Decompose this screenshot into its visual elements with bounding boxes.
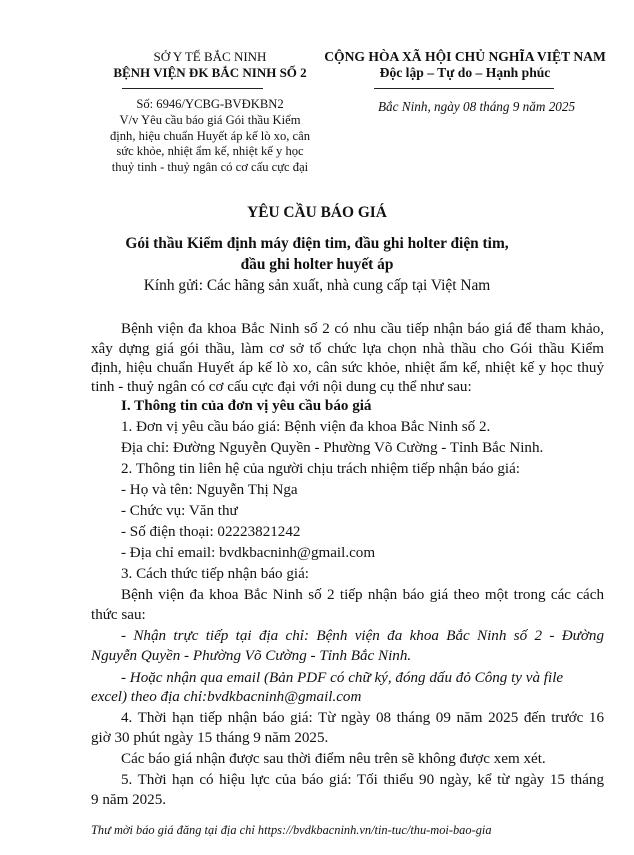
subject-line: định, hiệu chuẩn Huyết áp kế lò xo, cân (109, 128, 311, 143)
receipt-method-heading: 3. Cách thức tiếp nhận báo giá: (121, 566, 309, 582)
methods-intro-line: Bệnh viện đa khoa Bắc Ninh số 2 tiếp nhận báo giá theo một trong các cách (121, 587, 604, 603)
agency-name: SỞ Y TẾ BẮC NINH (153, 49, 267, 64)
intro-line: Bệnh viện đa khoa Bắc Ninh số 2 có nhu cầu tiếp nhận báo giá để tham khảo, (121, 321, 604, 337)
intro-line: định, hiệu chuẩn Huyết áp kế lò xo, cân sức khỏe, nhiệt ẩm kế, nhiệt kế y học thuỷ (91, 360, 604, 376)
method-direct-line: - Nhận trực tiếp tại địa chỉ: Bệnh viện đa khoa Bắc Ninh số 2 - Đường (121, 628, 604, 644)
subject-line: V/v Yêu cầu báo giá Gói thầu Kiểm (119, 112, 301, 127)
validity-line: 9 năm 2025. (91, 792, 167, 808)
deadline-line: giờ 30 phút ngày 15 tháng 9 năm 2025. (91, 730, 329, 746)
motto-underline (374, 88, 554, 89)
method-email-line: - Hoặc nhận qua email (Bản PDF có chữ ký, đóng dấu đỏ Công ty và file (121, 670, 564, 686)
national-header-block (300, 49, 630, 81)
document-number: Số: 6946/YCBG-BVĐKBN2 (136, 97, 284, 111)
method-direct-line: Nguyễn Quyền - Phường Võ Cường - Tỉnh Bắc Ninh. (91, 648, 412, 664)
nation-name: CỘNG HÒA XÃ HỘI CHỦ NGHĨA VIỆT NAM (324, 49, 606, 64)
place-and-date: Bắc Ninh, ngày 08 tháng 9 năm 2025 (378, 99, 576, 114)
hospital-name: BỆNH VIỆN ĐK BẮC NINH SỐ 2 (113, 65, 307, 80)
package-title-line: đầu ghi holter huyết áp (240, 256, 394, 273)
publication-note: Thư mời báo giá đăng tại địa chỉ https://bvdkbacninh.vn/tin-tuc/thu-moi-bao-gia (91, 823, 492, 837)
late-submission-note: Các báo giá nhận được sau thời điểm nêu trên sẽ không được xem xét. (121, 751, 546, 767)
subject-line: sức khỏe, nhiệt ẩm kế, nhiệt kế y học (116, 144, 304, 159)
package-title-line: Gói thầu Kiểm định máy điện tim, đầu ghi holter điện tim, (125, 235, 509, 252)
contact-phone: - Số điện thoại: 02223821242 (121, 524, 301, 540)
requesting-unit: 1. Đơn vị yêu cầu báo giá: Bệnh viện đa khoa Bắc Ninh số 2. (121, 419, 491, 435)
validity-line: 5. Thời hạn có hiệu lực của báo giá: Tối thiểu 90 ngày, kể từ ngày 15 tháng (121, 772, 604, 788)
subject-line: thuỷ tinh - thuỷ ngân có cơ cấu cực đại (111, 160, 309, 175)
intro-line: tinh - thuỷ ngân có cơ cấu cực đại với nội dung cụ thể như sau: (91, 379, 472, 395)
method-email-line: excel) theo địa chỉ:bvdkbacninh@gmail.com (91, 689, 362, 705)
document-reference (100, 97, 320, 176)
contact-position: - Chức vụ: Văn thư (121, 503, 238, 519)
contact-info-heading: 2. Thông tin liên hệ của người chịu trách nhiệm tiếp nhận báo giá: (121, 461, 520, 477)
deadline-line: 4. Thời hạn tiếp nhận báo giá: Từ ngày 08 tháng 09 năm 2025 đến trước 16 (121, 710, 604, 726)
intro-line: xây dựng giá gói thầu, làm cơ sở tổ chức lựa chọn nhà thầu cho Gói thầu Kiểm (91, 341, 604, 357)
contact-email: - Địa chỉ email: bvdkbacninh@gmail.com (121, 545, 376, 561)
contact-name: - Họ và tên: Nguyễn Thị Nga (121, 482, 298, 498)
document-title: YÊU CẦU BÁO GIÁ (247, 204, 387, 221)
national-motto: Độc lập – Tự do – Hạnh phúc (379, 65, 551, 80)
methods-intro-line: thức sau: (91, 607, 146, 623)
section-heading: I. Thông tin của đơn vị yêu cầu báo giá (121, 398, 372, 414)
recipient-line: Kính gửi: Các hãng sản xuất, nhà cung cấp tại Việt Nam (143, 277, 491, 294)
issuing-authority-block (100, 49, 320, 81)
unit-address: Địa chỉ: Đường Nguyễn Quyền - Phường Võ Cường - Tỉnh Bắc Ninh. (121, 440, 544, 456)
agency-underline (122, 88, 263, 89)
